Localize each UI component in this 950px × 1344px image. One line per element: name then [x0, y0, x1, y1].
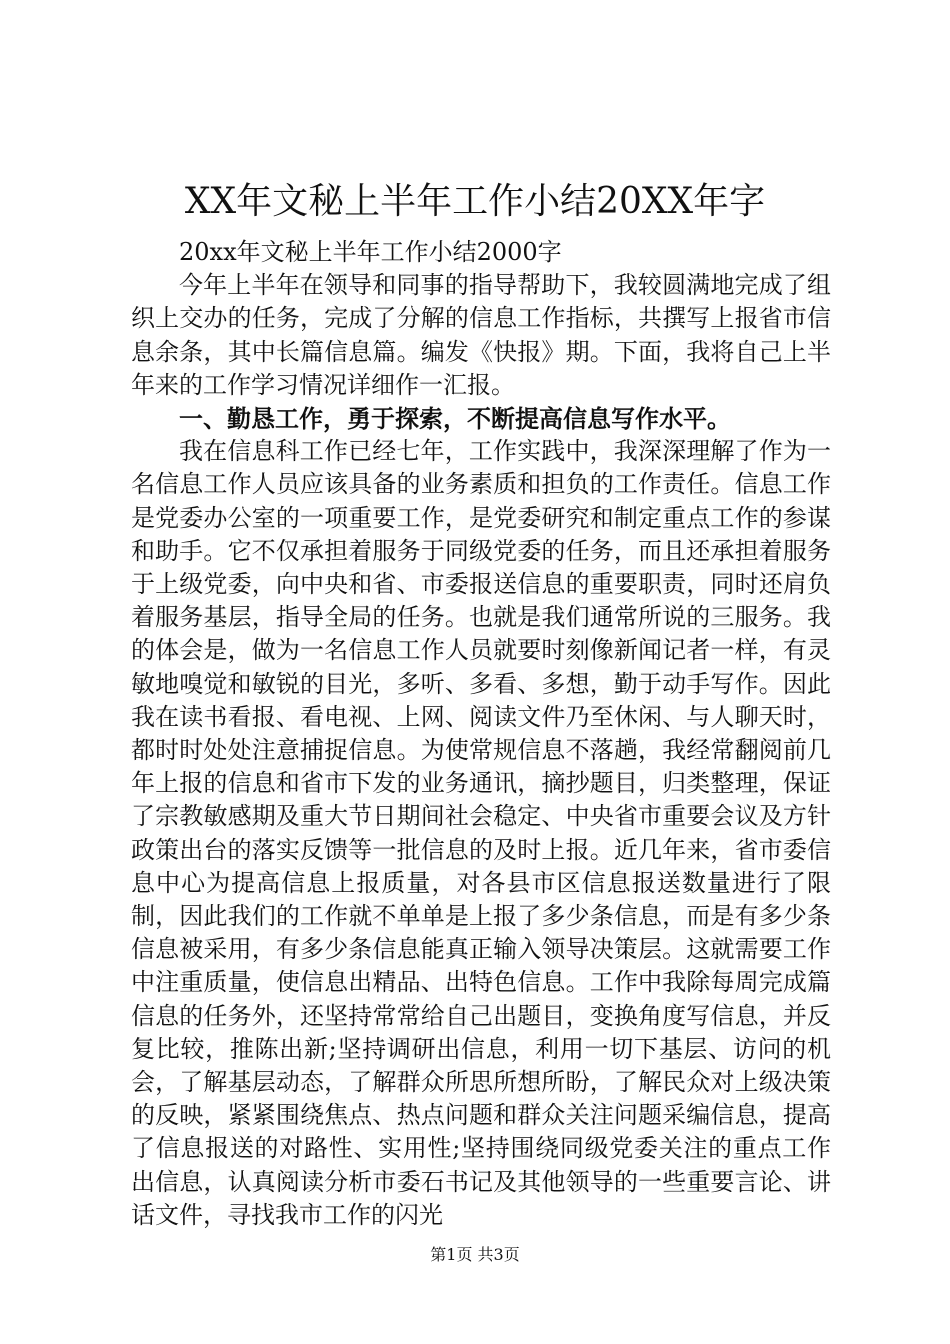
document-body [131, 236, 831, 1232]
body-paragraph: 我在信息科工作已经七年，工作实践中，我深深理解了作为一名信息工作人员应该具备的业务素质和担负的工作责任。信息工作是党委办公室的一项重要工作，是党委研究和制定重点工作的参谋和助手。它不仅承担着服务于同级党委的任务，而且还承担着服务于上级党委，向中央和省、市委报送信息的重要职责，同时还肩负着服务基层，指导全局的任务。也就是我们通常所说的三服务。我的体会是，做为一名信息工作人员就要时刻像新闻记者一样，有灵敏地嗅觉和敏锐的目光，多听、多看、多想，勤于动手写作。因此我在读书看报、看电视、上网、阅读文件乃至休闲、与人聊天时，都时时处处注意捕捉信息。为使常规信息不落趟，我经常翻阅前几年上报的信息和省市下发的业务通讯，摘抄题目，归类整理，保证了宗教敏感期及重大节日期间社会稳定、中央省市重要会议及方针政策出台的落实反馈等一批信息的及时上报。近几年来，省市委信息中心为提高信息上报质量，对各县市区信息报送数量进行了限制，因此我们的工作就不单单是上报了多少条信息，而是有多少条信息被采用，有多少条信息能真正输入领导决策层。这就需要工作中注重质量，使信息出精品、出特色信息。工作中我除每周完成篇信息的任务外，还坚持常常给自己出题目，变换角度写信息，并反复比较，推陈出新;坚持调研出信息，利用一切下基层、访问的机会，了解基层动态，了解群众所思所想所盼，了解民众对上级决策的反映，紧紧围绕焦点、热点问题和群众关注问题采编信息，提高了信息报送的对路性、实用性;坚持围绕同级党委关注的重点工作出信息，认真阅读分析市委石书记及其他领导的一些重要言论、讲话文件，寻找我市工作的闪光 [131, 437, 831, 1229]
document-title: XX年文秘上半年工作小结20XX年字 [184, 181, 766, 222]
summary-paragraph: 今年上半年在领导和同事的指导帮助下，我较圆满地完成了组织上交办的任务，完成了分解的信息工作指标，共撰写上报省市信息余条，其中长篇信息篇。编发《快报》期。下面，我将自己上半年来的工作学习情况详细作一汇报。 [131, 271, 831, 399]
page-footer: 第1页 共3页 [430, 1245, 520, 1264]
intro-line: 20xx年文秘上半年工作小结2000字 [179, 238, 562, 266]
section-heading: 一、勤恳工作，勇于探索，不断提高信息写作水平。 [179, 404, 731, 434]
